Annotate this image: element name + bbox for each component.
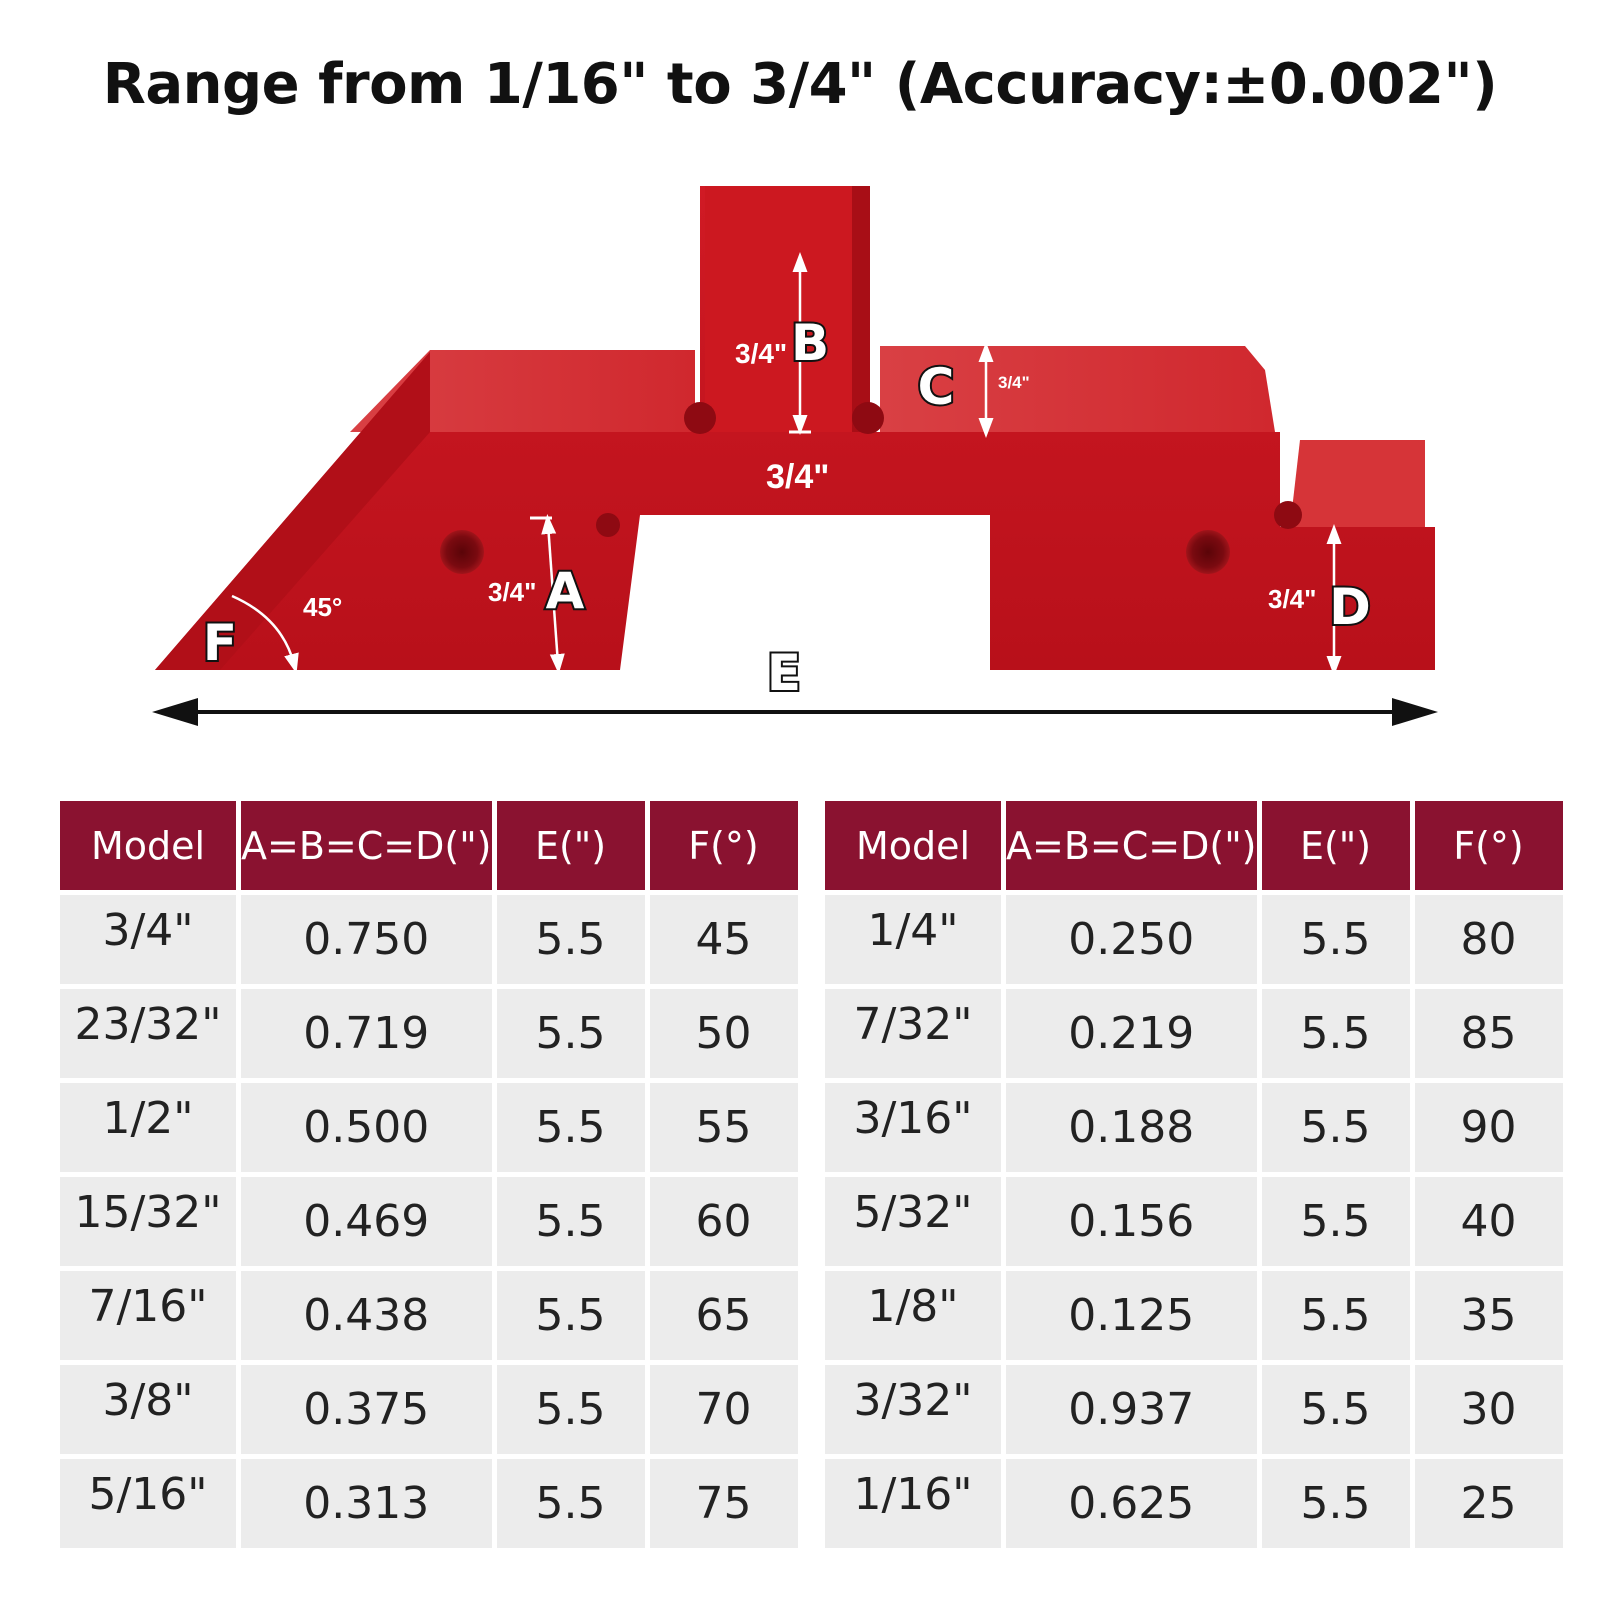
label-a: A — [545, 562, 585, 620]
table-row — [825, 1083, 1563, 1172]
e-cell: 5.5 — [1262, 1365, 1410, 1454]
page-title: Range from 1/16" to 3/4" (Accuracy:±0.002") — [102, 52, 1498, 117]
f-cell: 90 — [1415, 1083, 1563, 1172]
e-cell: 5.5 — [1262, 1271, 1410, 1360]
abcd-cell: 0.156 — [1006, 1177, 1257, 1266]
table-row — [825, 1459, 1563, 1548]
b-block-side — [852, 186, 870, 432]
label-c: C — [917, 358, 955, 416]
f-cell: 75 — [650, 1459, 798, 1548]
f-cell: 40 — [1415, 1177, 1563, 1266]
abcd-cell: 0.313 — [241, 1459, 492, 1548]
slot-notch-left — [684, 402, 716, 434]
f-cell: 55 — [650, 1083, 798, 1172]
e-cell: 5.5 — [497, 1271, 645, 1360]
right-step-top-face — [1290, 440, 1425, 527]
header-model: Model — [60, 801, 236, 890]
model-cell: 7/16" — [60, 1271, 236, 1360]
c-dim-label: 3/4" — [998, 373, 1030, 392]
e-cell: 5.5 — [497, 1459, 645, 1548]
model-cell: 1/8" — [825, 1271, 1001, 1360]
e-cell: 5.5 — [1262, 1083, 1410, 1172]
e-arrowhead-left — [152, 698, 198, 726]
setup-block-illustration — [0, 160, 1600, 760]
table-row — [825, 1365, 1563, 1454]
abcd-cell: 0.375 — [241, 1365, 492, 1454]
abcd-cell: 0.937 — [1006, 1365, 1257, 1454]
table-header-row — [60, 801, 798, 890]
e-cell: 5.5 — [497, 1177, 645, 1266]
table-row — [60, 1177, 798, 1266]
f-cell: 65 — [650, 1271, 798, 1360]
table-row — [60, 895, 798, 984]
f-cell: 60 — [650, 1177, 798, 1266]
f-cell: 70 — [650, 1365, 798, 1454]
header-abcd: A=B=C=D(") — [1006, 801, 1257, 890]
table-row — [825, 1177, 1563, 1266]
b-block-front — [705, 186, 865, 432]
header-abcd: A=B=C=D(") — [241, 801, 492, 890]
model-cell: 3/8" — [60, 1365, 236, 1454]
table-row — [60, 1459, 798, 1548]
slot-notch-d — [1274, 501, 1302, 529]
a-dim-label: 3/4" — [488, 577, 537, 607]
model-cell: 7/32" — [825, 989, 1001, 1078]
header-model: Model — [825, 801, 1001, 890]
e-cell: 5.5 — [1262, 1177, 1410, 1266]
abcd-cell: 0.469 — [241, 1177, 492, 1266]
label-f: F — [202, 614, 238, 672]
e-cell: 5.5 — [497, 1083, 645, 1172]
b-dim-label: 3/4" — [735, 338, 788, 369]
e-arrowhead-right — [1392, 698, 1438, 726]
model-cell: 1/4" — [825, 895, 1001, 984]
f-cell: 80 — [1415, 895, 1563, 984]
model-cell: 23/32" — [60, 989, 236, 1078]
abcd-cell: 0.500 — [241, 1083, 492, 1172]
model-cell: 3/32" — [825, 1365, 1001, 1454]
table-header-row — [825, 801, 1563, 890]
setup-block-diagram — [0, 160, 1600, 760]
model-cell: 5/32" — [825, 1177, 1001, 1266]
e-cell: 5.5 — [497, 1365, 645, 1454]
f-cell: 35 — [1415, 1271, 1563, 1360]
header-f: F(°) — [650, 801, 798, 890]
label-b: B — [790, 314, 830, 372]
abcd-cell: 0.188 — [1006, 1083, 1257, 1172]
e-cell: 5.5 — [1262, 989, 1410, 1078]
header-f: F(°) — [1415, 801, 1563, 890]
f-cell: 85 — [1415, 989, 1563, 1078]
f-cell: 50 — [650, 989, 798, 1078]
table-row — [825, 895, 1563, 984]
middle-dim-label: 3/4" — [766, 458, 830, 496]
mounting-hole-left — [440, 530, 484, 574]
spec-table-right — [820, 796, 1568, 1553]
mounting-hole-right — [1186, 530, 1230, 574]
table-row — [825, 989, 1563, 1078]
model-cell: 15/32" — [60, 1177, 236, 1266]
f-cell: 45 — [650, 895, 798, 984]
e-cell: 5.5 — [1262, 895, 1410, 984]
model-cell: 1/16" — [825, 1459, 1001, 1548]
slot-notch-right — [852, 402, 884, 434]
label-e: E — [766, 644, 802, 702]
f-cell: 25 — [1415, 1459, 1563, 1548]
e-cell: 5.5 — [497, 895, 645, 984]
d-dim-label: 3/4" — [1268, 584, 1317, 614]
abcd-cell: 0.719 — [241, 989, 492, 1078]
abcd-cell: 0.125 — [1006, 1271, 1257, 1360]
e-cell: 5.5 — [1262, 1459, 1410, 1548]
abcd-cell: 0.625 — [1006, 1459, 1257, 1548]
model-cell: 3/4" — [60, 895, 236, 984]
label-d: D — [1329, 578, 1371, 636]
table-row — [825, 1271, 1563, 1360]
model-cell: 3/16" — [825, 1083, 1001, 1172]
header-e: E(") — [1262, 801, 1410, 890]
slot-notch-a — [596, 513, 620, 537]
abcd-cell: 0.438 — [241, 1271, 492, 1360]
spec-table-left — [55, 796, 803, 1553]
e-cell: 5.5 — [497, 989, 645, 1078]
header-e: E(") — [497, 801, 645, 890]
abcd-cell: 0.219 — [1006, 989, 1257, 1078]
abcd-cell: 0.750 — [241, 895, 492, 984]
table-row — [60, 1083, 798, 1172]
f-cell: 30 — [1415, 1365, 1563, 1454]
model-cell: 5/16" — [60, 1459, 236, 1548]
f-angle-label: 45° — [303, 592, 343, 622]
abcd-cell: 0.250 — [1006, 895, 1257, 984]
table-row — [60, 1365, 798, 1454]
model-cell: 1/2" — [60, 1083, 236, 1172]
table-row — [60, 1271, 798, 1360]
table-row — [60, 989, 798, 1078]
